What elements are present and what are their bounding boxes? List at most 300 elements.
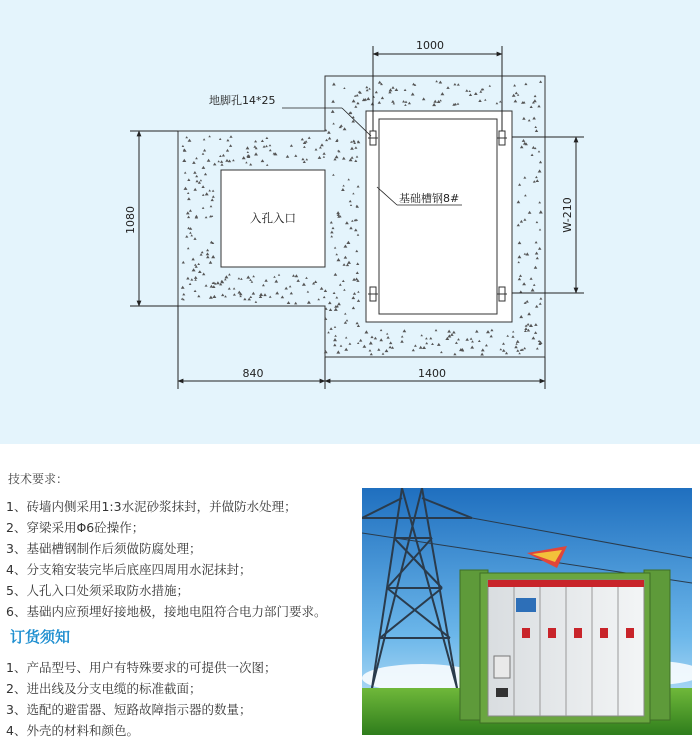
concrete-speck bbox=[266, 164, 269, 166]
concrete-speck bbox=[452, 331, 456, 334]
concrete-speck bbox=[206, 249, 209, 251]
concrete-speck bbox=[432, 103, 436, 106]
concrete-speck bbox=[195, 180, 198, 183]
concrete-speck bbox=[295, 274, 299, 277]
concrete-speck bbox=[389, 88, 393, 91]
concrete-speck bbox=[518, 278, 521, 281]
concrete-speck bbox=[269, 296, 272, 298]
concrete-speck bbox=[538, 150, 541, 152]
concrete-speck bbox=[198, 181, 201, 184]
concrete-speck bbox=[370, 336, 373, 339]
concrete-speck bbox=[315, 148, 318, 150]
concrete-speck bbox=[516, 349, 519, 352]
concrete-speck bbox=[205, 216, 208, 218]
concrete-speck bbox=[183, 187, 187, 190]
concrete-speck bbox=[353, 292, 356, 295]
concrete-speck bbox=[437, 100, 441, 103]
concrete-speck bbox=[189, 209, 192, 212]
switchgear-cabinet bbox=[460, 570, 670, 723]
concrete-speck bbox=[485, 344, 488, 346]
concrete-speck bbox=[534, 323, 538, 326]
concrete-speck bbox=[518, 183, 521, 186]
concrete-speck bbox=[440, 351, 443, 353]
concrete-speck bbox=[334, 247, 337, 249]
concrete-speck bbox=[356, 271, 359, 274]
concrete-speck bbox=[305, 158, 308, 160]
concrete-speck bbox=[527, 312, 531, 315]
tech-requirement-item: 4、分支箱安装完毕后底座四周用水泥抹封； bbox=[6, 562, 252, 577]
concrete-speck bbox=[210, 205, 213, 207]
order-note-item: 3、选配的避雷器、短路故障指示器的数量； bbox=[6, 702, 252, 717]
concrete-speck bbox=[502, 349, 506, 352]
concrete-speck bbox=[320, 287, 324, 290]
concrete-speck bbox=[197, 295, 200, 298]
concrete-speck bbox=[511, 335, 514, 338]
concrete-speck bbox=[534, 126, 537, 128]
concrete-speck bbox=[524, 330, 527, 332]
concrete-speck bbox=[194, 279, 197, 281]
concrete-speck bbox=[355, 250, 358, 252]
concrete-speck bbox=[290, 144, 293, 147]
concrete-speck bbox=[192, 161, 196, 164]
concrete-speck bbox=[193, 188, 197, 191]
concrete-speck bbox=[539, 210, 543, 213]
concrete-speck bbox=[191, 258, 194, 261]
concrete-speck bbox=[484, 99, 486, 101]
concrete-speck bbox=[252, 275, 255, 277]
concrete-speck bbox=[238, 277, 241, 279]
concrete-speck bbox=[470, 338, 473, 340]
concrete-speck bbox=[333, 344, 336, 347]
concrete-speck bbox=[469, 90, 471, 92]
concrete-speck bbox=[352, 140, 356, 143]
concrete-speck bbox=[185, 136, 188, 138]
concrete-speck bbox=[414, 344, 417, 346]
concrete-speck bbox=[237, 291, 241, 294]
concrete-speck bbox=[208, 189, 211, 191]
concrete-speck bbox=[226, 149, 229, 152]
concrete-speck bbox=[346, 319, 349, 321]
concrete-speck bbox=[425, 337, 428, 339]
concrete-speck bbox=[206, 255, 210, 258]
concrete-speck bbox=[229, 144, 232, 147]
tech-requirements-title: 技术要求： bbox=[8, 472, 69, 486]
concrete-speck bbox=[502, 342, 505, 344]
concrete-speck bbox=[329, 327, 332, 330]
concrete-speck bbox=[486, 330, 490, 333]
concrete-speck bbox=[181, 286, 185, 289]
concrete-speck bbox=[537, 105, 540, 108]
dim-bottom-left-label: 840 bbox=[242, 367, 264, 380]
concrete-speck bbox=[294, 154, 297, 157]
concrete-speck bbox=[220, 163, 223, 166]
concrete-speck bbox=[186, 211, 190, 214]
concrete-speck bbox=[403, 329, 407, 332]
concrete-speck bbox=[239, 295, 242, 297]
concrete-speck bbox=[265, 137, 268, 139]
concrete-speck bbox=[289, 285, 292, 287]
concrete-speck bbox=[265, 145, 268, 147]
concrete-speck bbox=[252, 292, 256, 295]
concrete-speck bbox=[437, 343, 441, 346]
concrete-speck bbox=[534, 331, 537, 334]
concrete-speck bbox=[226, 139, 229, 142]
concrete-speck bbox=[187, 178, 190, 181]
concrete-speck bbox=[347, 261, 351, 264]
concrete-speck bbox=[534, 266, 538, 269]
concrete-speck bbox=[425, 342, 428, 344]
concrete-speck bbox=[195, 215, 198, 218]
concrete-speck bbox=[369, 349, 372, 351]
manhole-label: 入孔入口 bbox=[250, 211, 296, 225]
concrete-speck bbox=[490, 329, 493, 332]
concrete-speck bbox=[228, 287, 231, 289]
concrete-speck bbox=[324, 350, 328, 353]
concrete-speck bbox=[349, 227, 353, 230]
concrete-speck bbox=[233, 287, 236, 289]
concrete-speck bbox=[320, 143, 324, 146]
concrete-speck bbox=[228, 273, 231, 275]
switchgear-illustration bbox=[362, 488, 692, 735]
concrete-speck bbox=[342, 157, 346, 160]
concrete-speck bbox=[408, 102, 411, 105]
concrete-speck bbox=[319, 146, 322, 148]
concrete-speck bbox=[524, 327, 527, 330]
concrete-speck bbox=[352, 306, 355, 309]
concrete-speck bbox=[526, 300, 529, 303]
concrete-speck bbox=[519, 315, 523, 318]
concrete-speck bbox=[391, 86, 394, 89]
concrete-speck bbox=[323, 156, 325, 158]
concrete-speck bbox=[209, 296, 213, 299]
concrete-speck bbox=[246, 146, 250, 149]
concrete-speck bbox=[209, 261, 213, 264]
anchor-hole-label: 地脚孔14*25 bbox=[209, 94, 276, 107]
concrete-speck bbox=[328, 137, 331, 140]
concrete-speck bbox=[447, 330, 451, 333]
concrete-speck bbox=[281, 296, 285, 299]
concrete-speck bbox=[506, 335, 509, 337]
concrete-speck bbox=[292, 274, 295, 276]
concrete-speck bbox=[455, 342, 458, 344]
concrete-speck bbox=[345, 337, 348, 339]
concrete-speck bbox=[343, 127, 347, 130]
concrete-speck bbox=[489, 85, 491, 87]
concrete-speck bbox=[356, 94, 359, 96]
concrete-speck bbox=[435, 329, 438, 331]
concrete-speck bbox=[350, 156, 353, 159]
concrete-speck bbox=[535, 252, 539, 255]
concrete-speck bbox=[535, 129, 538, 132]
concrete-speck bbox=[369, 341, 373, 344]
concrete-speck bbox=[531, 154, 534, 156]
concrete-speck bbox=[201, 251, 204, 253]
concrete-speck bbox=[348, 343, 351, 345]
concrete-speck bbox=[539, 229, 541, 231]
concrete-speck bbox=[228, 160, 231, 163]
concrete-speck bbox=[229, 135, 232, 138]
concrete-speck bbox=[193, 171, 196, 174]
concrete-speck bbox=[354, 160, 357, 163]
concrete-speck bbox=[517, 200, 521, 203]
concrete-speck bbox=[536, 347, 539, 349]
concrete-speck bbox=[342, 263, 345, 266]
concrete-speck bbox=[457, 83, 460, 85]
concrete-speck bbox=[195, 157, 198, 159]
concrete-speck bbox=[446, 86, 449, 89]
concrete-speck bbox=[219, 155, 222, 157]
concrete-speck bbox=[517, 224, 520, 227]
concrete-speck bbox=[385, 349, 389, 352]
concrete-speck bbox=[334, 335, 337, 337]
concrete-speck bbox=[269, 149, 272, 151]
concrete-speck bbox=[378, 101, 381, 104]
concrete-speck bbox=[344, 256, 348, 259]
order-note-item: 2、进出线及分支电缆的标准截面； bbox=[6, 681, 202, 696]
concrete-speck bbox=[532, 117, 536, 120]
concrete-speck bbox=[339, 283, 342, 285]
concrete-speck bbox=[274, 280, 278, 283]
concrete-speck bbox=[433, 100, 437, 103]
concrete-speck bbox=[206, 252, 210, 255]
concrete-speck bbox=[182, 159, 186, 162]
concrete-speck bbox=[435, 80, 438, 82]
concrete-speck bbox=[527, 323, 530, 326]
concrete-speck bbox=[439, 81, 443, 84]
concrete-speck bbox=[294, 302, 297, 305]
concrete-speck bbox=[225, 159, 229, 162]
concrete-speck bbox=[207, 159, 211, 162]
concrete-speck bbox=[450, 333, 454, 336]
concrete-speck bbox=[182, 293, 185, 295]
concrete-speck bbox=[269, 144, 272, 146]
concrete-speck bbox=[204, 173, 207, 176]
concrete-speck bbox=[255, 301, 258, 303]
concrete-speck bbox=[224, 295, 227, 297]
concrete-speck bbox=[412, 349, 415, 352]
concrete-speck bbox=[535, 179, 539, 182]
concrete-speck bbox=[185, 235, 188, 238]
concrete-speck bbox=[187, 192, 190, 194]
order-note-item: 1、产品型号、用户有特殊要求的可提供一次图； bbox=[6, 660, 277, 675]
concrete-speck bbox=[203, 138, 206, 140]
concrete-speck bbox=[273, 276, 276, 278]
concrete-speck bbox=[523, 347, 526, 349]
concrete-speck bbox=[186, 277, 189, 280]
concrete-speck bbox=[261, 159, 265, 162]
concrete-speck bbox=[263, 293, 267, 296]
concrete-speck bbox=[535, 241, 538, 243]
concrete-speck bbox=[525, 252, 529, 255]
concrete-speck bbox=[205, 192, 209, 195]
concrete-speck bbox=[245, 161, 247, 163]
tech-requirement-item: 3、基础槽钢制作后须做防腐处理； bbox=[6, 541, 202, 556]
concrete-speck bbox=[305, 140, 308, 142]
concrete-speck bbox=[243, 298, 246, 301]
concrete-speck bbox=[524, 194, 527, 196]
concrete-speck bbox=[523, 218, 526, 221]
dim-right-label: W-210 bbox=[561, 197, 574, 233]
concrete-speck bbox=[481, 348, 485, 351]
dim-left-label: 1080 bbox=[124, 206, 137, 234]
concrete-speck bbox=[202, 273, 205, 276]
concrete-speck bbox=[352, 278, 356, 281]
concrete-speck bbox=[190, 234, 193, 236]
concrete-speck bbox=[465, 89, 468, 92]
concrete-speck bbox=[391, 346, 394, 349]
concrete-speck bbox=[386, 336, 389, 339]
concrete-speck bbox=[325, 139, 328, 141]
concrete-speck bbox=[522, 117, 526, 120]
concrete-speck bbox=[254, 140, 257, 142]
concrete-speck bbox=[336, 211, 340, 214]
concrete-speck bbox=[331, 110, 335, 113]
concrete-speck bbox=[519, 274, 522, 277]
concrete-speck bbox=[354, 146, 357, 148]
concrete-speck bbox=[232, 159, 235, 161]
concrete-speck bbox=[190, 278, 193, 280]
concrete-speck bbox=[217, 160, 220, 162]
concrete-speck bbox=[350, 204, 352, 206]
concrete-speck bbox=[342, 280, 345, 282]
concrete-speck bbox=[344, 348, 348, 351]
dim-bottom-right-label: 1400 bbox=[418, 367, 446, 380]
concrete-speck bbox=[382, 353, 385, 355]
concrete-speck bbox=[349, 200, 352, 202]
concrete-speck bbox=[453, 83, 456, 85]
concrete-speck bbox=[479, 90, 482, 92]
concrete-speck bbox=[222, 154, 225, 157]
concrete-speck bbox=[357, 299, 360, 302]
concrete-speck bbox=[389, 346, 392, 349]
concrete-speck bbox=[528, 119, 531, 121]
concrete-speck bbox=[323, 296, 326, 298]
concrete-speck bbox=[333, 158, 336, 161]
concrete-speck bbox=[254, 152, 258, 155]
concrete-speck bbox=[247, 298, 251, 301]
concrete-speck bbox=[188, 139, 192, 142]
concrete-speck bbox=[200, 253, 203, 255]
concrete-speck bbox=[187, 197, 191, 200]
concrete-speck bbox=[535, 305, 538, 308]
concrete-speck bbox=[334, 326, 336, 328]
concrete-speck bbox=[534, 95, 537, 97]
concrete-speck bbox=[499, 101, 502, 103]
concrete-speck bbox=[308, 137, 311, 139]
concrete-speck bbox=[364, 330, 368, 333]
concrete-speck bbox=[420, 334, 423, 336]
concrete-speck bbox=[345, 221, 349, 224]
concrete-speck bbox=[219, 138, 222, 140]
concrete-speck bbox=[242, 156, 246, 159]
concrete-speck bbox=[202, 207, 205, 209]
concrete-speck bbox=[332, 227, 335, 229]
concrete-speck bbox=[328, 301, 332, 304]
order-notes-title: 订货须知 bbox=[10, 628, 71, 646]
concrete-speck bbox=[333, 338, 337, 341]
concrete-speck bbox=[342, 185, 344, 187]
concrete-speck bbox=[478, 340, 481, 342]
concrete-speck bbox=[517, 255, 521, 258]
concrete-speck bbox=[475, 330, 479, 333]
dimension-left bbox=[130, 131, 178, 306]
order-note-item: 4、外壳的材料和颜色。 bbox=[6, 723, 139, 738]
concrete-speck bbox=[538, 247, 542, 250]
concrete-speck bbox=[354, 229, 358, 232]
concrete-speck bbox=[366, 89, 369, 91]
concrete-speck bbox=[354, 105, 357, 108]
concrete-speck bbox=[220, 160, 223, 163]
concrete-speck bbox=[539, 80, 542, 83]
concrete-speck bbox=[536, 257, 539, 260]
product-photo bbox=[362, 488, 692, 735]
concrete-speck bbox=[247, 151, 249, 153]
concrete-speck bbox=[212, 190, 215, 192]
concrete-speck bbox=[301, 158, 304, 161]
concrete-speck bbox=[469, 93, 472, 96]
concrete-speck bbox=[402, 100, 405, 102]
concrete-speck bbox=[202, 153, 205, 155]
concrete-speck bbox=[305, 277, 308, 279]
concrete-speck bbox=[404, 89, 407, 91]
channel-steel-inner bbox=[379, 119, 497, 314]
concrete-speck bbox=[518, 352, 521, 354]
concrete-speck bbox=[470, 346, 474, 349]
concrete-speck bbox=[512, 94, 516, 97]
concrete-speck bbox=[189, 283, 192, 285]
concrete-speck bbox=[224, 275, 228, 278]
concrete-speck bbox=[457, 103, 460, 105]
concrete-speck bbox=[221, 294, 224, 297]
concrete-speck bbox=[211, 198, 214, 201]
concrete-speck bbox=[324, 289, 327, 292]
concrete-speck bbox=[330, 221, 333, 224]
concrete-speck bbox=[439, 99, 442, 101]
channel-steel-label: 基础槽钢8# bbox=[399, 192, 460, 205]
concrete-speck bbox=[200, 179, 202, 181]
concrete-speck bbox=[216, 281, 220, 284]
concrete-speck bbox=[422, 346, 426, 349]
concrete-speck bbox=[478, 99, 482, 102]
concrete-speck bbox=[363, 345, 367, 348]
concrete-speck bbox=[301, 138, 304, 141]
concrete-speck bbox=[520, 145, 524, 148]
concrete-speck bbox=[351, 220, 354, 222]
concrete-speck bbox=[536, 221, 539, 223]
concrete-speck bbox=[264, 279, 267, 282]
tech-requirement-item: 1、砖墙内侧采用1:3水泥砂浆抹封，并做防水处理； bbox=[6, 499, 297, 514]
concrete-speck bbox=[334, 273, 338, 276]
concrete-speck bbox=[357, 185, 360, 187]
concrete-speck bbox=[194, 276, 198, 279]
concrete-speck bbox=[480, 353, 484, 356]
concrete-speck bbox=[366, 97, 370, 100]
concrete-speck bbox=[317, 298, 320, 300]
concrete-speck bbox=[307, 291, 310, 293]
concrete-speck bbox=[357, 342, 360, 344]
concrete-speck bbox=[515, 92, 518, 95]
concrete-speck bbox=[327, 131, 331, 134]
concrete-speck bbox=[505, 352, 508, 355]
concrete-speck bbox=[395, 88, 399, 91]
concrete-speck bbox=[401, 335, 404, 337]
concrete-speck bbox=[198, 270, 202, 273]
concrete-speck bbox=[329, 308, 333, 311]
concrete-speck bbox=[233, 293, 236, 295]
concrete-speck bbox=[512, 331, 514, 333]
concrete-speck bbox=[499, 348, 502, 350]
concrete-speck bbox=[262, 284, 265, 286]
